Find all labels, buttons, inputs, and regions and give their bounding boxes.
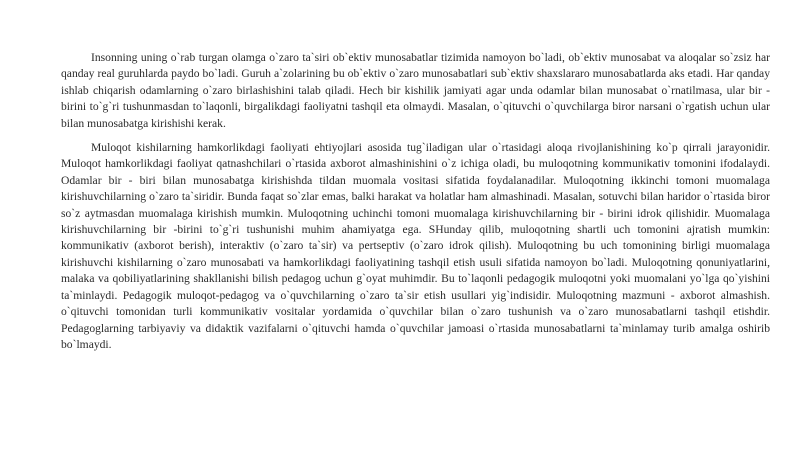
paragraph-interpersonal-relations: Insonning uning o`rab turgan olamga o`zaro ta`siri ob`ektiv munosabatlar tizimida namoyon bo`ladi, ob`ektiv munosabat va aloqalar so`zsiz har qanday real guruhlarda paydo bo`ladi. Guruh a`zolarining bu ob`ektiv o`zaro munosabatlari sub`ektiv shaxslararo munosabatlarda aks etadi. Har qanday ishlab chiqarish odamlarning o`zaro birlashishini talab qiladi. Hech bir kishilik jamiyati agar unda odamlar bilan munosabat o`rnatilmasa, ular bir - birini to`g`ri tushunmasdan to`laqonli, birgalikdagi faoliyatni tashqil eta olmaydi. Masalan, o`qituvchi o`quvchilarga biror narsani o`rgatish uchun ular bilan munosabatga kirishishi kerak. bbox=[61, 51, 770, 130]
paragraph-communication: Muloqot kishilarning hamkorlikdagi faoliyati ehtiyojlari asosida tug`iladigan ular o`rtasidagi aloqa rivojlanishining ko`p qirrali jarayonidir. Muloqot hamkorlikdagi faoliyat qatnashchilari o`rtasida axborot almashinishini o`z ichiga oladi, bu muloqotning kommunikativ tomonini ifodalaydi. Odamlar bir - biri bilan munosabatga kirishishda tildan muomala vositasi sifatida foydalanadilar. Muloqotning ikkinchi tomoni muomalaga kirishuvchilarning o`zaro ta`siridir. Bunda faqat so`zlar emas, balki harakat va holatlar ham almashinadi. Masalan, sotuvchi bilan haridor o`rtasida biror so`z aytmasdan muomalaga kirishish mumkin. Muloqotning uchinchi tomoni muomalaga kirishuvchilarning bir - birini idrok qilishidir. Muomalaga kirishuvchilarning bir -birini to`g`ri tushunishi muhim ahamiyatga ega. SHunday qilib, muloqotning shartli uch tomonini ajratish mumkin: kommunikativ (axborot berish), interaktiv (o`zaro ta`sir) va pertseptiv (o`zaro idrok qilish). Muloqotning bu uch tomonining birligi muomalaga kirishuvchi kishilarning o`zaro munosabati va hamkorlikdagi faoliyatining tashqil etish usuli sifatida namoyon bo`ladi. Muloqotning qonuniyatlarini, malaka va qobiliyatlarining shakllanishi bilish pedagog uchun g`oyat muhimdir. Bu to`laqonli pedagogik muloqotni yoki muomalani yo`lga qo`yishini ta`minlaydi. Pedagogik muloqot-pedagog va o`quvchilarning o`zaro ta`sir etish usullari yig`indisidir. Muloqotning mazmuni - axborot almashish. o`qituvchi tomonidan turli kommunikativ vositalar yordamida o`quvchilar bilan o`zaro tushunish va o`zaro munosabatlarni tashqil etishdir. Pedagoglarning tarbiyaviy va didaktik vazifalarni o`qituvchi hamda o`quvchilar jamoasi o`rtasida munosabatlarni ta`minlamay turib amalga oshirib bo`lmaydi. bbox=[61, 141, 770, 351]
document-body bbox=[61, 50, 770, 353]
